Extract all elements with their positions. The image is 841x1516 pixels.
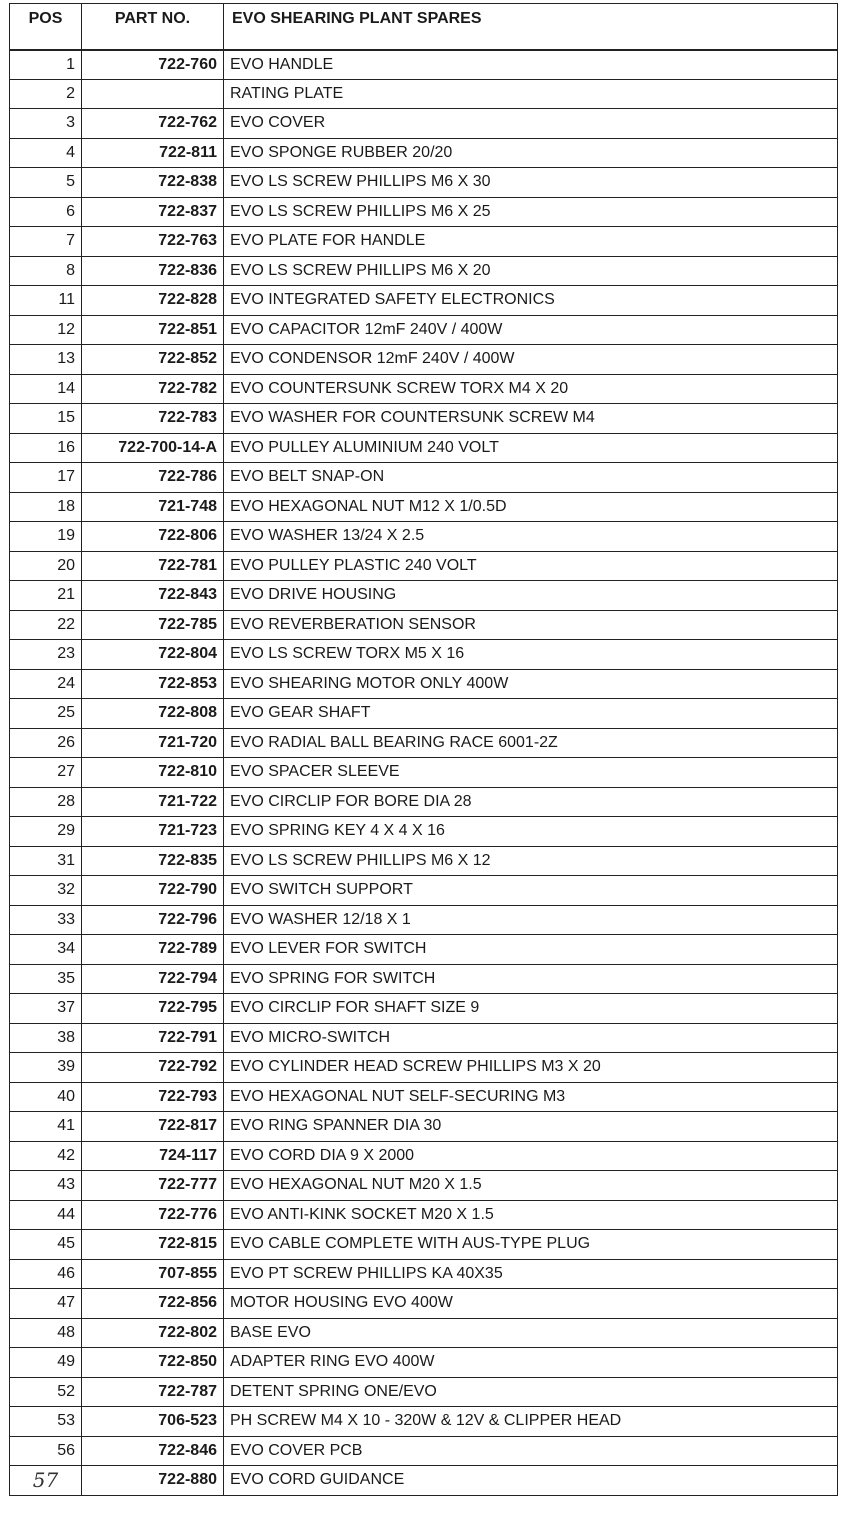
table-row xyxy=(10,404,838,434)
description-cell: EVO WASHER FOR COUNTERSUNK SCREW M4 xyxy=(224,404,838,434)
description-cell: MOTOR HOUSING EVO 400W xyxy=(224,1289,838,1319)
table-row xyxy=(10,1141,838,1171)
part-number-cell: 722-851 xyxy=(82,315,224,345)
part-number-cell: 722-852 xyxy=(82,345,224,375)
pos-cell: 6 xyxy=(10,197,82,227)
part-number-cell: 722-850 xyxy=(82,1348,224,1378)
table-row xyxy=(10,1466,838,1496)
pos-cell: 2 xyxy=(10,79,82,109)
header-description: EVO SHEARING PLANT SPARES xyxy=(224,4,838,50)
pos-cell: 7 xyxy=(10,227,82,257)
table-row xyxy=(10,227,838,257)
pos-cell: 47 xyxy=(10,1289,82,1319)
part-number-cell: 722-792 xyxy=(82,1053,224,1083)
part-number-cell: 707-855 xyxy=(82,1259,224,1289)
table-row xyxy=(10,640,838,670)
part-number-cell: 722-811 xyxy=(82,138,224,168)
description-cell: EVO CONDENSOR 12mF 240V / 400W xyxy=(224,345,838,375)
table-header-row xyxy=(10,4,838,50)
table-row xyxy=(10,1436,838,1466)
pos-cell: 56 xyxy=(10,1436,82,1466)
table-row xyxy=(10,846,838,876)
pos-cell: 11 xyxy=(10,286,82,316)
table-row xyxy=(10,50,838,80)
table-row xyxy=(10,964,838,994)
description-cell: EVO REVERBERATION SENSOR xyxy=(224,610,838,640)
pos-cell: 29 xyxy=(10,817,82,847)
description-cell: EVO SHEARING MOTOR ONLY 400W xyxy=(224,669,838,699)
table-row xyxy=(10,256,838,286)
part-number-cell: 722-776 xyxy=(82,1200,224,1230)
part-number-cell: 722-796 xyxy=(82,905,224,935)
part-number-cell: 722-787 xyxy=(82,1377,224,1407)
pos-cell: 37 xyxy=(10,994,82,1024)
description-cell: EVO CORD GUIDANCE xyxy=(224,1466,838,1496)
part-number-cell: 722-817 xyxy=(82,1112,224,1142)
description-cell: EVO CYLINDER HEAD SCREW PHILLIPS M3 X 20 xyxy=(224,1053,838,1083)
pos-cell: 5 xyxy=(10,168,82,198)
description-cell: BASE EVO xyxy=(224,1318,838,1348)
pos-cell: 39 xyxy=(10,1053,82,1083)
description-cell: EVO RING SPANNER DIA 30 xyxy=(224,1112,838,1142)
pos-cell: 28 xyxy=(10,787,82,817)
pos-cell: 12 xyxy=(10,315,82,345)
description-cell: EVO SPONGE RUBBER 20/20 xyxy=(224,138,838,168)
table-row xyxy=(10,522,838,552)
part-number-cell: 724-117 xyxy=(82,1141,224,1171)
table-row xyxy=(10,728,838,758)
part-number-cell: 722-856 xyxy=(82,1289,224,1319)
description-cell: EVO SPRING FOR SWITCH xyxy=(224,964,838,994)
table-body xyxy=(10,50,838,1496)
table-row xyxy=(10,581,838,611)
pos-cell: 17 xyxy=(10,463,82,493)
table-row xyxy=(10,610,838,640)
table-row xyxy=(10,286,838,316)
description-cell: EVO PT SCREW PHILLIPS KA 40X35 xyxy=(224,1259,838,1289)
pos-cell: 49 xyxy=(10,1348,82,1378)
table-row xyxy=(10,1348,838,1378)
pos-cell: 18 xyxy=(10,492,82,522)
pos-cell: 53 xyxy=(10,1407,82,1437)
pos-cell: 42 xyxy=(10,1141,82,1171)
pos-cell: 48 xyxy=(10,1318,82,1348)
header-part-no: PART NO. xyxy=(82,4,224,50)
part-number-cell: 722-828 xyxy=(82,286,224,316)
part-number-cell: 722-789 xyxy=(82,935,224,965)
table-row xyxy=(10,463,838,493)
pos-cell: 1 xyxy=(10,50,82,80)
description-cell: EVO WASHER 12/18 X 1 xyxy=(224,905,838,935)
part-number-cell: 722-810 xyxy=(82,758,224,788)
description-cell: EVO CIRCLIP FOR BORE DIA 28 xyxy=(224,787,838,817)
table-row xyxy=(10,433,838,463)
description-cell: EVO LEVER FOR SWITCH xyxy=(224,935,838,965)
part-number-cell: 722-781 xyxy=(82,551,224,581)
part-number-cell: 722-795 xyxy=(82,994,224,1024)
table-row xyxy=(10,1259,838,1289)
part-number-cell: 722-782 xyxy=(82,374,224,404)
description-cell: RATING PLATE xyxy=(224,79,838,109)
pos-cell: 8 xyxy=(10,256,82,286)
description-cell: EVO COVER PCB xyxy=(224,1436,838,1466)
pos-cell: 57 xyxy=(10,1466,82,1496)
pos-cell: 13 xyxy=(10,345,82,375)
pos-cell: 46 xyxy=(10,1259,82,1289)
table-row xyxy=(10,758,838,788)
part-number-cell: 722-837 xyxy=(82,197,224,227)
pos-cell: 44 xyxy=(10,1200,82,1230)
pos-cell: 32 xyxy=(10,876,82,906)
description-cell: EVO SWITCH SUPPORT xyxy=(224,876,838,906)
table-row xyxy=(10,1318,838,1348)
description-cell: ADAPTER RING EVO 400W xyxy=(224,1348,838,1378)
description-cell: EVO ANTI-KINK SOCKET M20 X 1.5 xyxy=(224,1200,838,1230)
pos-cell: 15 xyxy=(10,404,82,434)
spare-parts-table xyxy=(9,3,838,1496)
description-cell: EVO INTEGRATED SAFETY ELECTRONICS xyxy=(224,286,838,316)
part-number-cell: 722-836 xyxy=(82,256,224,286)
part-number-cell: 722-700-14-A xyxy=(82,433,224,463)
description-cell: EVO GEAR SHAFT xyxy=(224,699,838,729)
table-row xyxy=(10,817,838,847)
table-row xyxy=(10,876,838,906)
header-pos: POS xyxy=(10,4,82,50)
part-number-cell: 722-806 xyxy=(82,522,224,552)
part-number-cell: 722-790 xyxy=(82,876,224,906)
description-cell: EVO LS SCREW PHILLIPS M6 X 12 xyxy=(224,846,838,876)
part-number-cell: 722-804 xyxy=(82,640,224,670)
description-cell: EVO WASHER 13/24 X 2.5 xyxy=(224,522,838,552)
table-row xyxy=(10,994,838,1024)
part-number-cell: 722-808 xyxy=(82,699,224,729)
pos-cell: 23 xyxy=(10,640,82,670)
description-cell: EVO LS SCREW PHILLIPS M6 X 25 xyxy=(224,197,838,227)
pos-cell: 45 xyxy=(10,1230,82,1260)
part-number-cell: 721-722 xyxy=(82,787,224,817)
pos-cell: 21 xyxy=(10,581,82,611)
pos-cell: 52 xyxy=(10,1377,82,1407)
part-number-cell: 722-802 xyxy=(82,1318,224,1348)
pos-cell: 19 xyxy=(10,522,82,552)
table-row xyxy=(10,935,838,965)
description-cell: EVO PULLEY ALUMINIUM 240 VOLT xyxy=(224,433,838,463)
pos-cell: 34 xyxy=(10,935,82,965)
table-row xyxy=(10,315,838,345)
pos-cell: 22 xyxy=(10,610,82,640)
description-cell: EVO HANDLE xyxy=(224,50,838,80)
part-number-cell: 722-763 xyxy=(82,227,224,257)
table-row xyxy=(10,1230,838,1260)
pos-cell: 26 xyxy=(10,728,82,758)
pos-cell: 14 xyxy=(10,374,82,404)
part-number-cell: 722-791 xyxy=(82,1023,224,1053)
part-number-cell xyxy=(82,79,224,109)
pos-cell: 20 xyxy=(10,551,82,581)
pos-cell: 31 xyxy=(10,846,82,876)
part-number-cell: 722-760 xyxy=(82,50,224,80)
description-cell: EVO CIRCLIP FOR SHAFT SIZE 9 xyxy=(224,994,838,1024)
description-cell: EVO CORD DIA 9 X 2000 xyxy=(224,1141,838,1171)
description-cell: DETENT SPRING ONE/EVO xyxy=(224,1377,838,1407)
table-row xyxy=(10,1023,838,1053)
pos-cell: 41 xyxy=(10,1112,82,1142)
description-cell: EVO DRIVE HOUSING xyxy=(224,581,838,611)
table-row xyxy=(10,168,838,198)
description-cell: EVO MICRO-SWITCH xyxy=(224,1023,838,1053)
part-number-cell: 722-835 xyxy=(82,846,224,876)
table-row xyxy=(10,1200,838,1230)
part-number-cell: 722-853 xyxy=(82,669,224,699)
description-cell: EVO PULLEY PLASTIC 240 VOLT xyxy=(224,551,838,581)
parts-list-sheet xyxy=(9,3,837,1515)
description-cell: EVO CABLE COMPLETE WITH AUS-TYPE PLUG xyxy=(224,1230,838,1260)
table-row xyxy=(10,345,838,375)
pos-cell: 25 xyxy=(10,699,82,729)
description-cell: PH SCREW M4 X 10 - 320W & 12V & CLIPPER HEAD xyxy=(224,1407,838,1437)
part-number-cell: 722-846 xyxy=(82,1436,224,1466)
table-row xyxy=(10,1407,838,1437)
description-cell: EVO HEXAGONAL NUT M20 X 1.5 xyxy=(224,1171,838,1201)
description-cell: EVO RADIAL BALL BEARING RACE 6001-2Z xyxy=(224,728,838,758)
description-cell: EVO LS SCREW PHILLIPS M6 X 30 xyxy=(224,168,838,198)
table-row xyxy=(10,905,838,935)
part-number-cell: 722-786 xyxy=(82,463,224,493)
description-cell: EVO PLATE FOR HANDLE xyxy=(224,227,838,257)
part-number-cell: 722-762 xyxy=(82,109,224,139)
table-row xyxy=(10,669,838,699)
description-cell: EVO BELT SNAP-ON xyxy=(224,463,838,493)
part-number-cell: 721-723 xyxy=(82,817,224,847)
part-number-cell: 722-843 xyxy=(82,581,224,611)
table-row xyxy=(10,138,838,168)
description-cell: EVO LS SCREW PHILLIPS M6 X 20 xyxy=(224,256,838,286)
part-number-cell: 722-793 xyxy=(82,1082,224,1112)
table-row xyxy=(10,1377,838,1407)
pos-cell: 4 xyxy=(10,138,82,168)
part-number-cell: 722-794 xyxy=(82,964,224,994)
table-row xyxy=(10,109,838,139)
table-row xyxy=(10,374,838,404)
description-cell: EVO CAPACITOR 12mF 240V / 400W xyxy=(224,315,838,345)
pos-cell: 38 xyxy=(10,1023,82,1053)
table-row xyxy=(10,1289,838,1319)
table-row xyxy=(10,551,838,581)
pos-cell: 40 xyxy=(10,1082,82,1112)
pos-cell: 24 xyxy=(10,669,82,699)
part-number-cell: 722-815 xyxy=(82,1230,224,1260)
table-row xyxy=(10,79,838,109)
table-row xyxy=(10,1112,838,1142)
description-cell: EVO HEXAGONAL NUT M12 X 1/0.5D xyxy=(224,492,838,522)
pos-cell: 43 xyxy=(10,1171,82,1201)
description-cell: EVO LS SCREW TORX M5 X 16 xyxy=(224,640,838,670)
pos-cell: 33 xyxy=(10,905,82,935)
table-row xyxy=(10,1171,838,1201)
pos-cell: 27 xyxy=(10,758,82,788)
table-row xyxy=(10,492,838,522)
description-cell: EVO COVER xyxy=(224,109,838,139)
description-cell: EVO HEXAGONAL NUT SELF-SECURING M3 xyxy=(224,1082,838,1112)
description-cell: EVO SPACER SLEEVE xyxy=(224,758,838,788)
part-number-cell: 722-783 xyxy=(82,404,224,434)
part-number-cell: 722-777 xyxy=(82,1171,224,1201)
table-row xyxy=(10,787,838,817)
description-cell: EVO COUNTERSUNK SCREW TORX M4 X 20 xyxy=(224,374,838,404)
part-number-cell: 706-523 xyxy=(82,1407,224,1437)
part-number-cell: 721-720 xyxy=(82,728,224,758)
part-number-cell: 721-748 xyxy=(82,492,224,522)
pos-cell: 3 xyxy=(10,109,82,139)
pos-cell: 16 xyxy=(10,433,82,463)
description-cell: EVO SPRING KEY 4 X 4 X 16 xyxy=(224,817,838,847)
table-row xyxy=(10,1082,838,1112)
part-number-cell: 722-880 xyxy=(82,1466,224,1496)
pos-cell: 35 xyxy=(10,964,82,994)
table-row xyxy=(10,1053,838,1083)
table-row xyxy=(10,197,838,227)
table-row xyxy=(10,699,838,729)
part-number-cell: 722-838 xyxy=(82,168,224,198)
part-number-cell: 722-785 xyxy=(82,610,224,640)
